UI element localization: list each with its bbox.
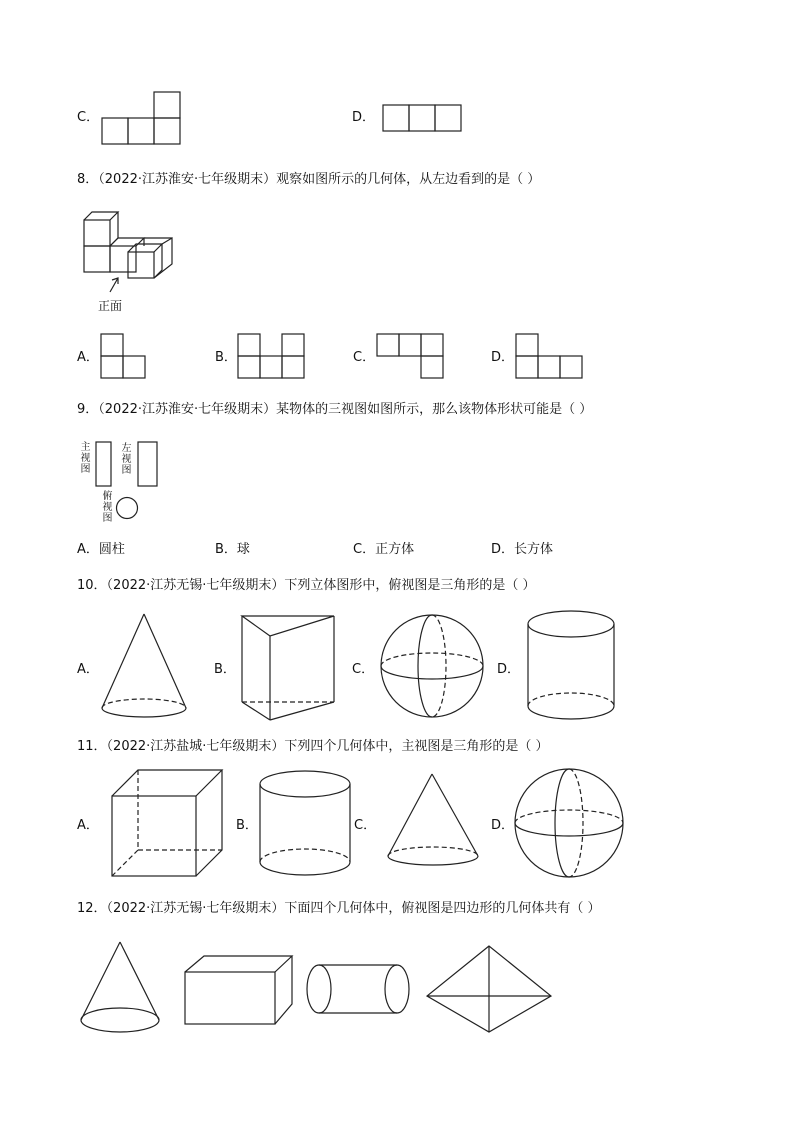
q9-option-d: D．长方体 [491,542,554,557]
q11-cylinder-figure [257,768,355,880]
q8-option-a-figure [99,332,149,382]
q10-cone-figure [98,612,190,722]
q7-option-d-label: D． [352,110,376,125]
q8-solid-figure [80,208,180,300]
q10-option-a-label: A． [77,662,99,677]
q9-option-a: A．圆柱 [77,542,125,557]
q10-stem: 10．（2022·江苏无锡·七年级期末）下列立体图形中，俯视图是三角形的是（ ） [77,578,536,593]
q9-left-view-label: 左视图 [121,443,132,476]
q8-option-b-figure [236,332,306,382]
q12-lying-cylinder-figure [305,962,411,1020]
q10-option-c-label: C． [352,662,375,677]
q8-stem: 8．（2022·江苏淮安·七年级期末）观察如图所示的几何体，从左边看到的是（ ） [77,172,541,187]
q12-stem: 12．（2022·江苏无锡·七年级期末）下面四个几何体中，俯视图是四边形的几何体共有（ ） [77,901,601,916]
q8-option-b-label: B． [215,350,237,365]
q8-option-d-label: D． [491,350,515,365]
q9-main-view-label: 主视图 [80,442,91,475]
q11-sphere-figure [512,766,628,882]
q10-option-b-label: B． [214,662,236,677]
q12-square-pyramid-figure [423,944,555,1038]
q9-top-view-figure [115,496,141,522]
q9-stem: 9．（2022·江苏淮安·七年级期末）某物体的三视图如图所示，那么该物体形状可能是（ ） [77,402,593,417]
q10-triangular-prism-figure [238,614,338,724]
q9-option-c: C．正方体 [353,542,415,557]
q8-option-a-label: A． [77,350,99,365]
q11-option-d-label: D． [491,818,515,833]
q8-front-label: 正面 [98,299,123,313]
q9-left-view-figure [136,440,160,490]
q11-cube-figure [108,768,226,880]
q7-option-d-figure [381,103,465,133]
q7-option-c-figure [100,90,185,146]
q11-option-b-label: B． [236,818,258,833]
q11-stem: 11．（2022·江苏盐城·七年级期末）下列四个几何体中，主视图是三角形的是（ ） [77,739,549,754]
q12-cone-figure [78,940,164,1036]
q11-cone-figure [384,772,484,872]
q10-option-d-label: D． [497,662,521,677]
q8-option-c-label: C． [353,350,376,365]
q9-option-b: B．球 [215,542,250,557]
q11-option-c-label: C． [354,818,377,833]
q9-main-view-figure [94,440,114,490]
q10-cylinder-figure [525,608,617,726]
q12-cuboid-figure [182,954,296,1028]
q9-top-view-label: 俯视图 [102,491,113,524]
q8-option-c-figure [375,332,445,382]
q7-option-c-label: C． [77,110,100,125]
q11-option-a-label: A． [77,818,99,833]
q8-option-d-figure [514,332,584,382]
q10-sphere-figure [378,612,488,722]
